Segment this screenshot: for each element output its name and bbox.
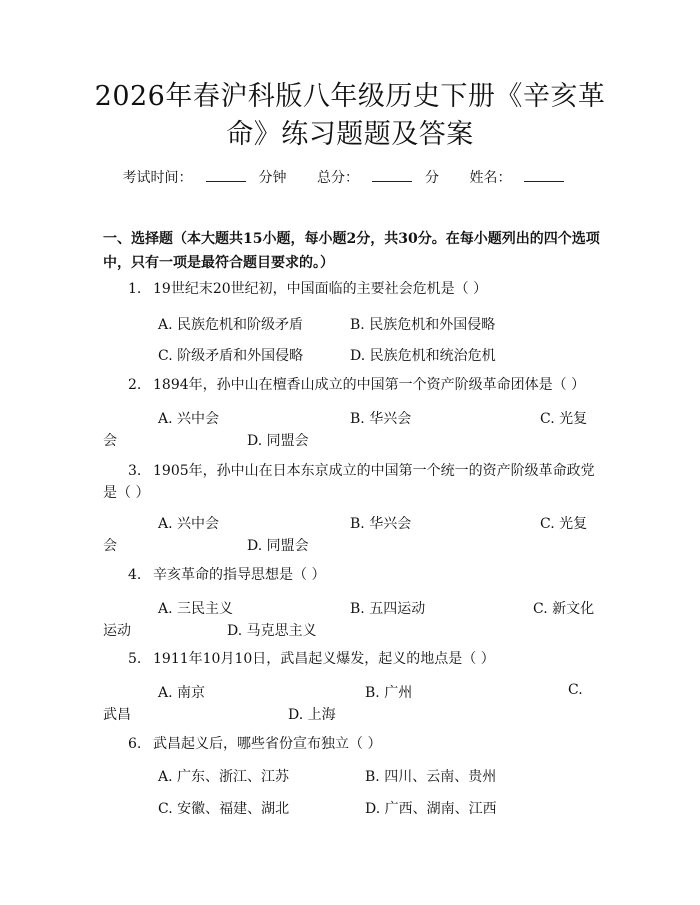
option-1b: B. 民族危机和外国侵略 [350,317,496,333]
option-5c: C. [568,682,583,698]
option-4b: B. 五四运动 [350,601,426,617]
exam-score: 总分： 分 [317,170,439,186]
question-1: 1. 19世纪末20世纪初，中国面临的主要社会危机是（ ） [128,281,488,297]
option-1d: D. 民族危机和统治危机 [350,348,496,364]
option-1a: A. 民族危机和阶级矛盾 [158,317,304,333]
option-3d: D. 同盟会 [247,538,309,554]
option-4c: C. 新文化 [533,601,595,617]
option-4d: D. 马克思主义 [227,623,317,639]
question-5: 5. 1911年10月10日，武昌起义爆发，起义的地点是（ ） [128,651,495,667]
option-6a: A. 广东、浙江、江苏 [158,769,290,785]
exam-time: 考试时间： 分钟 [123,170,287,186]
question-6: 6. 武昌起义后，哪些省份宣布独立（ ） [128,736,382,752]
option-3a: A. 兴中会 [158,516,220,532]
option-2b: B. 华兴会 [350,411,412,427]
option-3c-wrap: 会 [103,538,117,554]
question-3: 3. 1905年，孙中山在日本东京成立的中国第一个统一的资产阶级革命政党是（ ） [103,463,595,501]
option-4a: A. 三民主义 [158,601,234,617]
option-5c-wrap: 武昌 [103,707,131,723]
option-6b: B. 四川、云南、贵州 [365,769,497,785]
score-blank [372,167,412,182]
document-title: 2026年春沪科版八年级历史下册《辛亥革命》练习题题及答案 [94,81,606,150]
option-1c: C. 阶级矛盾和外国侵略 [158,348,304,364]
exam-name: 姓名： [469,170,577,186]
option-6d: D. 广西、湖南、江西 [365,801,497,817]
exam-info [0,167,700,187]
option-5b: B. 广州 [365,685,413,701]
time-blank [206,167,246,182]
question-2: 2. 1894年，孙中山在檀香山成立的中国第一个资产阶级革命团体是（ ） [128,377,586,393]
option-4c-wrap: 运动 [103,623,131,639]
question-4: 4. 辛亥革命的指导思想是（ ） [128,567,326,583]
name-blank [524,167,564,182]
section-heading: 一、选择题（本大题共15小题，每小题2分，共30分。在每小题列出的四个选项中，只有一项是最符合题目要求的。） [103,231,600,271]
option-3b: B. 华兴会 [350,516,412,532]
option-5a: A. 南京 [158,685,206,701]
option-3c: C. 光复 [540,516,588,532]
option-2a: A. 兴中会 [158,411,220,427]
option-6c: C. 安徽、福建、湖北 [158,801,290,817]
option-2c-wrap: 会 [103,433,117,449]
option-5d: D. 上海 [288,707,336,723]
option-2d: D. 同盟会 [247,433,309,449]
option-2c: C. 光复 [540,411,588,427]
